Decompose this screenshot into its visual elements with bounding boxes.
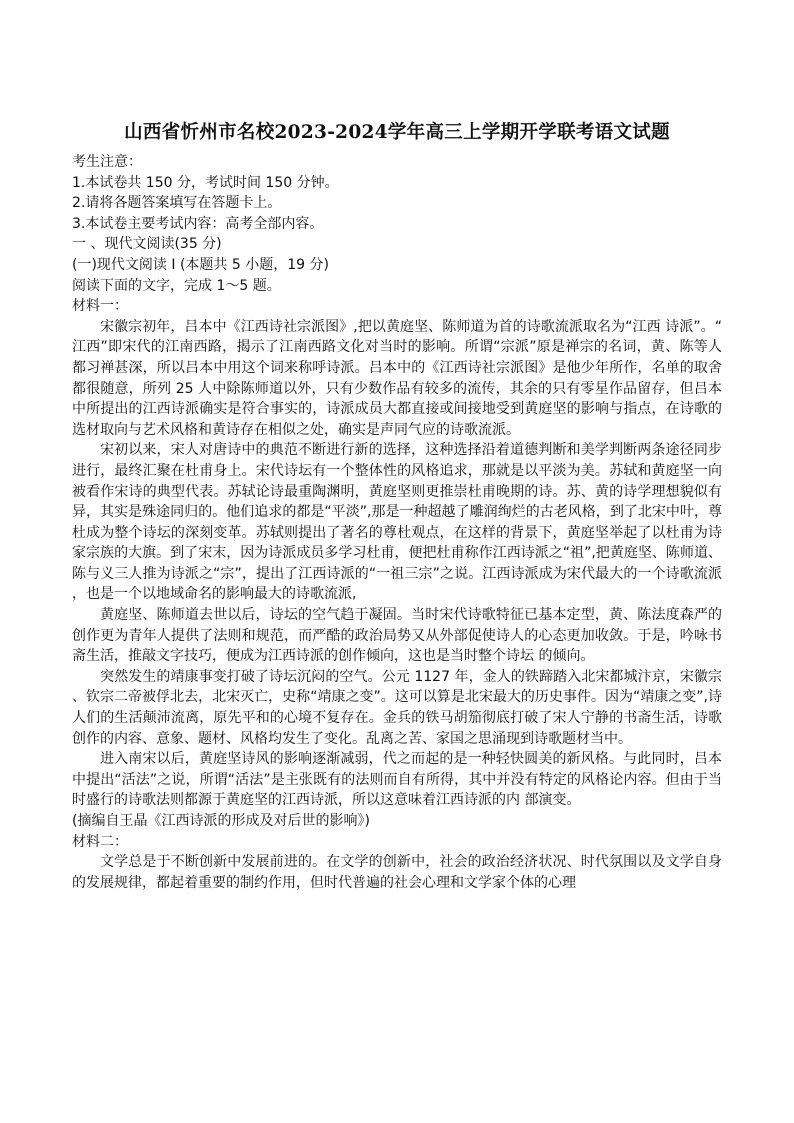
paragraph: 进入南宋以后，黄庭坚诗风的影响逐渐减弱，代之而起的是一种轻快圆美的新风格。与此同时，吕本中提出“活法”之说，所谓“活法”是主张既有的法则而自有所得，其中并没有特定的风格论内容。但由于当时盛行的诗歌法则都源于黄庭坚的江西诗派，所以这意味着江西诗派的内 部演变。 [72, 751, 722, 809]
paragraph: 文学总是于不断创新中发展前进的。在文学的创新中，社会的政治经济状况、时代氛围以及文学自身的发展规律，都起着重要的制约作用，但时代普遍的社会心理和文学家个体的心理 [72, 854, 722, 891]
section-heading: 一 、现代文阅读(35 分) [72, 236, 222, 253]
notice-item-1: 1.本试卷共 150 分，考试时间 150 分钟。 [72, 174, 339, 191]
notice-item-2: 2.请将各题答案填写在答题卡上。 [72, 195, 282, 212]
paragraph: 黄庭坚、陈师道去世以后，诗坛的空气趋于凝固。当时宋代诗歌特征已基本定型，黄、陈法度森严的创作更为青年人提供了法则和规范，而严酷的政治局势又从外部促使诗人的心态更加收敛。于是，吟咏书斋生活，推敲文字技巧，便成为江西诗派的创作倾向，这也是当时整个诗坛 的倾向。 [72, 607, 722, 665]
exam-title: 山西省忻州市名校2023-2024学年高三上学期开学联考语文试题 [124, 122, 670, 143]
material-2-body [72, 852, 722, 893]
exam-notes [72, 152, 722, 317]
paragraph: 宋初以来，宋人对唐诗中的典范不断进行新的选择，这种选择沿着道德判断和美学判断两条途径同步进行，最终汇聚在杜甫身上。宋代诗坛有一个整体性的风格追求，那就是以平淡为美。苏轼和黄庭坚一向被看作宋诗的典型代表。苏轼论诗最重陶渊明，黄庭坚则更推崇杜甫晚期的诗。苏、黄的诗学理想貌似有异，其实是殊途同归的。他们追求的都是“平淡”,那是一种超越了雕润绚烂的古老风格，到了北宋中叶，尊杜成为整个诗坛的深刻变革。苏轼则提出了著名的尊杜观点，在这样的背景下，黄庭坚举起了以杜甫为诗家宗族的大旗。到了宋末，因为诗派成员多学习杜甫，便把杜甫称作江西诗派之“祖”,把黄庭坚、陈师道、陈与义三人推为诗派之“宗”，提出了江西诗派的“一祖三宗”之说。江西诗派成为宋代最大的一个诗歌流派，也是一个以地域命名的影响最大的诗歌流派, [72, 442, 722, 603]
subsection-heading: (一)现代文阅读 I (本题共 5 小题，19 分) [72, 256, 329, 273]
notice-item-3: 3.本试卷主要考试内容：高考全部内容。 [72, 215, 324, 232]
paragraph: 突然发生的靖康事变打破了诗坛沉闷的空气。公元 1127 年，金人的铁蹄踏入北宋都城汴京，宋徽宗、钦宗二帝被俘北去，北宋灭亡，史称“靖康之变”。这可以算是北宋最大的历史事件。因为“靖康之变”,诗人们的生活颠沛流离，原先平和的心境不复存在。金兵的铁马胡笳彻底打破了宋人宁静的书斋生活，诗歌创作的内容、意象、题材、风格均发生了变化。乱离之苦、家国之思涌现到诗歌题材当中。 [72, 668, 722, 747]
source-citation: (摘编自王晶《江西诗派的形成及对后世的影响》) [72, 813, 370, 829]
paragraph: 宋徽宗初年，吕本中《江西诗社宗派图》,把以黄庭坚、陈师道为首的诗歌流派取名为“江西 诗派”。“江西”即宋代的江南西路，揭示了江南西路文化对当时的影响。所谓“宗派”原是禅宗的名词，黄、陈等人都习禅甚深，所以吕本中用这个词来称呼诗派。吕本中的《江西诗社宗派图》是他少年所作，名单的取舍都很随意，所列 25 人中除陈师道以外，只有少数作品有较多的流传，其余的只有零星作品留存，但吕本中所提出的江西诗派确实是符合事实的，诗派成员大都直接或间接地受到黄庭坚的影响与指点，在诗歌的选材取向与艺术风格和黄诗存在相似之处，确实是声同气应的诗歌流派。 [72, 318, 722, 438]
material-2-label: 材料二： [72, 833, 128, 850]
reading-instruction: 阅读下面的文字，完成 1～5 题。 [72, 277, 281, 294]
material-1-label: 材料一： [72, 298, 128, 315]
material-1-body [72, 317, 722, 811]
notice-heading: 考生注意： [72, 154, 142, 170]
